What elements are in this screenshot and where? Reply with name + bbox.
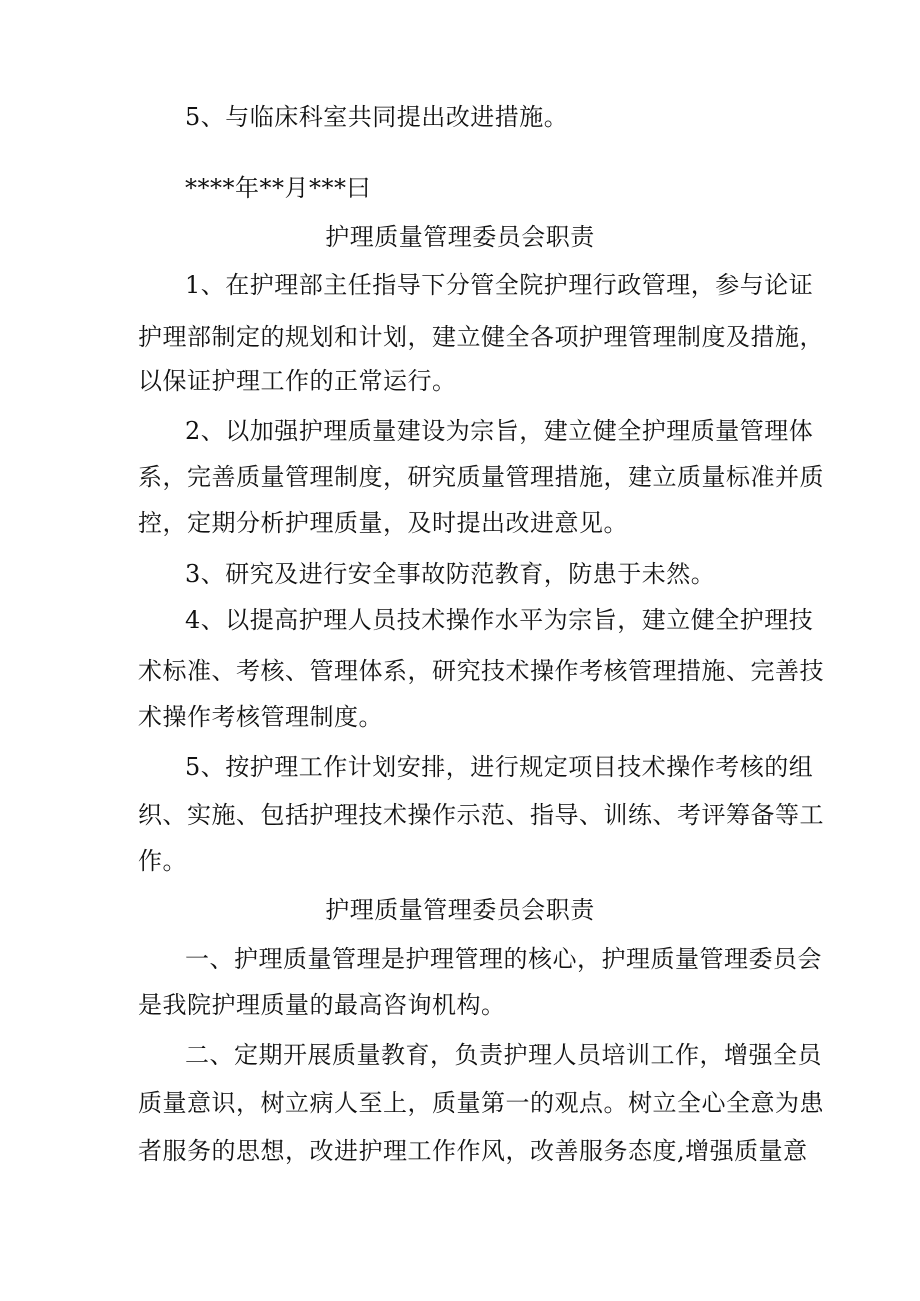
section-title: 护理质量管理委员会职责 xyxy=(325,896,595,924)
text-line: 术操作考核管理制度。 xyxy=(138,703,383,731)
text-line: 1、在护理部主任指导下分管全院护理行政管理，参与论证 xyxy=(185,271,814,299)
section-title: 护理质量管理委员会职责 xyxy=(325,223,595,251)
text-line: 以保证护理工作的正常运行。 xyxy=(138,367,457,395)
text-line: 5、与临床科室共同提出改进措施。 xyxy=(185,103,569,131)
date-line: ****年**月***曰 xyxy=(185,174,371,202)
text-line: 作。 xyxy=(138,847,187,875)
text-line: 质量意识，树立病人至上，质量第一的观点。树立全心全意为患 xyxy=(138,1089,824,1117)
text-line: 是我院护理质量的最高咨询机构。 xyxy=(138,991,506,1019)
text-line: 系，完善质量管理制度，研究质量管理措施，建立质量标准并质 xyxy=(138,463,824,491)
text-line: 5、按护理工作计划安排，进行规定项目技术操作考核的组 xyxy=(185,753,814,781)
text-line: 者服务的思想，改进护理工作作风，改善服务态度,增强质量意 xyxy=(138,1137,808,1165)
text-line: 二、定期开展质量教育，负责护理人员培训工作，增强全员 xyxy=(185,1041,822,1069)
text-line: 2、以加强护理质量建设为宗旨，建立健全护理质量管理体 xyxy=(185,417,814,445)
text-line: 一、护理质量管理是护理管理的核心，护理质量管理委员会 xyxy=(185,945,822,973)
text-line: 织、实施、包括护理技术操作示范、指导、训练、考评筹备等工 xyxy=(138,801,824,829)
text-line: 术标准、考核、管理体系，研究技术操作考核管理措施、完善技 xyxy=(138,657,824,685)
text-line: 4、以提高护理人员技术操作水平为宗旨，建立健全护理技 xyxy=(185,606,814,634)
text-line: 3、研究及进行安全事故防范教育，防患于未然。 xyxy=(185,560,716,588)
text-line: 控，定期分析护理质量，及时提出改进意见。 xyxy=(138,509,628,537)
text-line: 护理部制定的规划和计划，建立健全各项护理管理制度及措施， xyxy=(138,323,824,351)
